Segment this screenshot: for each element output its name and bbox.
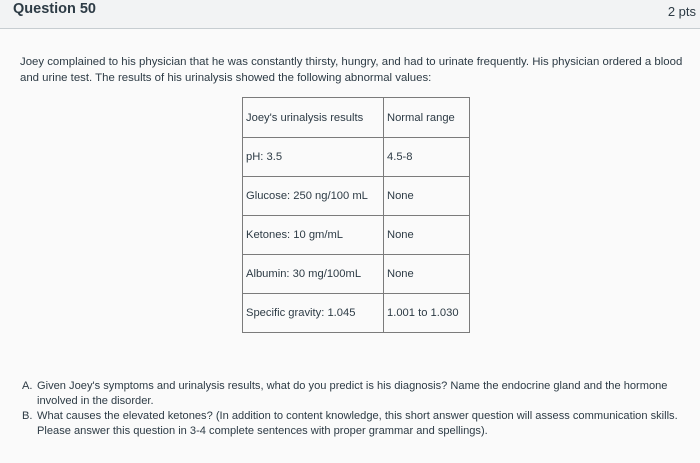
table-header-row bbox=[243, 98, 470, 138]
part-marker: B. bbox=[22, 410, 33, 422]
part-text: Given Joey's symptoms and urinalysis results, what do you predict is his diagnosis? Name the endocrine gland and the hormone involved in the disorder. bbox=[37, 380, 668, 407]
result-cell: Glucose: 250 ng/100 mL bbox=[243, 177, 384, 216]
question-points: 2 pts bbox=[667, 4, 696, 19]
urinalysis-table bbox=[242, 97, 470, 333]
question-body bbox=[0, 29, 700, 463]
table-row bbox=[243, 216, 470, 255]
question-part-b bbox=[22, 409, 690, 439]
result-cell: Specific gravity: 1.045 bbox=[243, 294, 384, 333]
normal-range-cell: 1.001 to 1.030 bbox=[384, 294, 470, 333]
normal-range-cell: None bbox=[384, 255, 470, 294]
normal-range-cell: None bbox=[384, 177, 470, 216]
result-cell: pH: 3.5 bbox=[243, 138, 384, 177]
column-header-results: Joey's urinalysis results bbox=[243, 98, 384, 138]
table-row bbox=[243, 138, 470, 177]
question-title: Question 50 bbox=[13, 1, 96, 17]
normal-range-cell: 4.5-8 bbox=[384, 138, 470, 177]
table-row bbox=[243, 294, 470, 333]
question-header bbox=[0, 0, 700, 29]
part-marker: A. bbox=[22, 380, 33, 392]
result-cell: Ketones: 10 gm/mL bbox=[243, 216, 384, 255]
table-row bbox=[243, 255, 470, 294]
question-parts-list bbox=[22, 379, 690, 439]
table-row bbox=[243, 177, 470, 216]
normal-range-cell: None bbox=[384, 216, 470, 255]
question-part-a bbox=[22, 379, 690, 409]
column-header-normal-range: Normal range bbox=[384, 98, 470, 138]
result-cell: Albumin: 30 mg/100mL bbox=[243, 255, 384, 294]
part-text: What causes the elevated ketones? (In addition to content knowledge, this short answer question will assess communication skills. Please answer this question in 3-4 complete sentences with proper grammar and spellings). bbox=[37, 410, 678, 437]
question-text: Joey complained to his physician that he was constantly thirsty, hungry, and had to urinate frequently. His physician ordered a blood and urine test. The results of his urinalysis showed the following abnormal values: bbox=[20, 56, 683, 84]
